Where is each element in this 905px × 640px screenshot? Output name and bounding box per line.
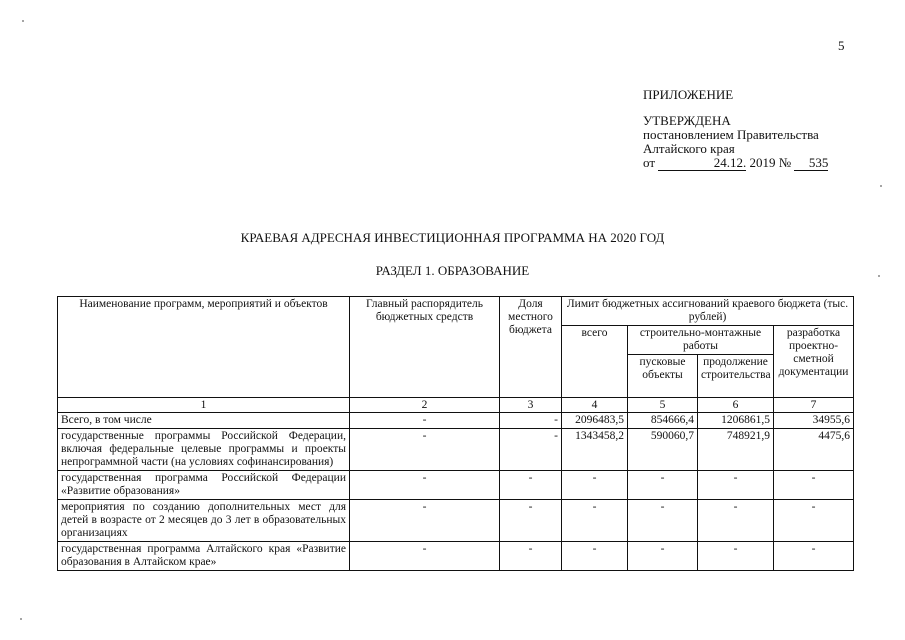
column-number: 2 bbox=[350, 398, 500, 413]
row-continuing: - bbox=[698, 471, 774, 500]
row-total: - bbox=[562, 542, 628, 571]
header-launch-objects: пусковые объекты bbox=[628, 355, 698, 398]
row-local-share: - bbox=[500, 471, 562, 500]
approval-year: 2019 bbox=[749, 155, 776, 170]
row-total: 1343458,2 bbox=[562, 429, 628, 471]
row-local-share: - bbox=[500, 542, 562, 571]
approval-date-line bbox=[643, 156, 873, 171]
row-manager: - bbox=[350, 413, 500, 429]
row-launch: - bbox=[628, 542, 698, 571]
row-manager: - bbox=[350, 471, 500, 500]
number-label: № bbox=[778, 155, 792, 170]
header-manager: Главный распорядитель бюджетных средств bbox=[350, 297, 500, 398]
row-design: - bbox=[774, 542, 854, 571]
table-row bbox=[58, 413, 854, 429]
scan-speck bbox=[20, 618, 22, 620]
row-total: - bbox=[562, 500, 628, 542]
page-number: 5 bbox=[838, 38, 845, 53]
row-launch: - bbox=[628, 471, 698, 500]
column-number: 1 bbox=[58, 398, 350, 413]
row-total: 2096483,5 bbox=[562, 413, 628, 429]
row-continuing: 1206861,5 bbox=[698, 413, 774, 429]
budget-table bbox=[57, 296, 854, 571]
header-local-share: Доля местного бюджета bbox=[500, 297, 562, 398]
document-title: КРАЕВАЯ АДРЕСНАЯ ИНВЕСТИЦИОННАЯ ПРОГРАММА НА 2020 ГОД bbox=[240, 230, 665, 245]
row-name: мероприятия по созданию дополнительных мест для детей в возрасте от 2 месяцев до 3 лет в образовательных организациях bbox=[58, 500, 350, 542]
row-launch: 854666,4 bbox=[628, 413, 698, 429]
approved-by-line-1: постановлением Правительства bbox=[643, 127, 819, 142]
section-title: РАЗДЕЛ 1. ОБРАЗОВАНИЕ bbox=[375, 263, 530, 278]
table-row bbox=[58, 471, 854, 500]
header-continuing-construction: продолжение строительства bbox=[698, 355, 774, 398]
row-local-share: - bbox=[500, 500, 562, 542]
row-name: государственная программа Российской Федерации «Развитие образования» bbox=[58, 471, 350, 500]
approval-date: 24.12. bbox=[658, 156, 746, 171]
row-launch: - bbox=[628, 500, 698, 542]
row-manager: - bbox=[350, 542, 500, 571]
row-name: Всего, в том числе bbox=[58, 413, 350, 429]
column-number: 7 bbox=[774, 398, 854, 413]
scan-speck bbox=[878, 275, 880, 277]
row-local-share: - bbox=[500, 429, 562, 471]
column-number: 5 bbox=[628, 398, 698, 413]
row-launch: 590060,7 bbox=[628, 429, 698, 471]
column-number: 6 bbox=[698, 398, 774, 413]
header-budget-limit: Лимит бюджетных ассигнований краевого бюджета (тыс. рублей) bbox=[562, 297, 854, 326]
approval-block bbox=[643, 88, 873, 171]
row-manager: - bbox=[350, 500, 500, 542]
column-numbers-row bbox=[58, 398, 854, 413]
appendix-heading: ПРИЛОЖЕНИЕ bbox=[643, 87, 734, 102]
header-name: Наименование программ, мероприятий и объектов bbox=[58, 297, 350, 398]
row-continuing: - bbox=[698, 500, 774, 542]
scan-speck bbox=[880, 185, 882, 187]
row-manager: - bbox=[350, 429, 500, 471]
approval-number: 535 bbox=[794, 156, 828, 171]
row-design: - bbox=[774, 500, 854, 542]
row-continuing: 748921,9 bbox=[698, 429, 774, 471]
row-name: государственная программа Алтайского края «Развитие образования в Алтайском крае» bbox=[58, 542, 350, 571]
approved-label: УТВЕРЖДЕНА bbox=[643, 113, 731, 128]
approved-by-line-2: Алтайского края bbox=[643, 141, 735, 156]
table-row bbox=[58, 429, 854, 471]
row-design: 4475,6 bbox=[774, 429, 854, 471]
row-local-share: - bbox=[500, 413, 562, 429]
from-label: от bbox=[643, 155, 656, 170]
row-total: - bbox=[562, 471, 628, 500]
header-construction: строительно-монтажные работы bbox=[628, 326, 774, 355]
row-design: - bbox=[774, 471, 854, 500]
row-name: государственные программы Российской Федерации, включая федеральные целевые программы и проекты непрограммной части (на условиях софинансирования) bbox=[58, 429, 350, 471]
column-number: 3 bbox=[500, 398, 562, 413]
header-total: всего bbox=[562, 326, 628, 398]
table-row bbox=[58, 500, 854, 542]
row-continuing: - bbox=[698, 542, 774, 571]
column-number: 4 bbox=[562, 398, 628, 413]
row-design: 34955,6 bbox=[774, 413, 854, 429]
scan-speck bbox=[22, 20, 24, 22]
table-row bbox=[58, 542, 854, 571]
header-design-docs: разработка проектно-сметной документации bbox=[774, 326, 854, 398]
